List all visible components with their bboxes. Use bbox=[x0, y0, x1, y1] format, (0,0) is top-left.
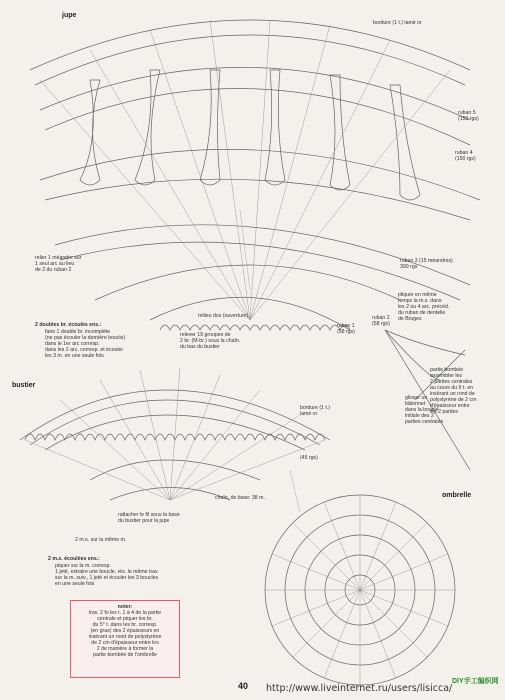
note-body: trav. 2 fo les t. 1 à 4 de la partie centrale et piquer les br. du 5° t. dans les br. corresp. (en gras) des 2 épaisseurs en insérant un rond de polystyrène de 2 cm d'épaisseur entre les 2 de manière à former la partie bombée de l'ombrelle bbox=[88, 610, 162, 658]
umbrella-sketch bbox=[385, 330, 465, 355]
watermark-logo: DIY手工编织网 bbox=[452, 678, 499, 685]
base-chain-label: chaîn. de base: 38 m. bbox=[215, 495, 265, 501]
reattach-label: rattacher le fil sous la base du bustier pour la jupe bbox=[118, 512, 180, 524]
back-middle-label: milieu dos (ouverture) bbox=[198, 313, 249, 319]
skirt-border-arc bbox=[30, 20, 470, 70]
pick-up-groups-label: relever 19 groupes de 2 br. (M-br.) sous la chaîn. du bas du bustier bbox=[180, 332, 241, 350]
umbrella-title: ombrelle bbox=[442, 492, 472, 499]
ribbon2-label: ruban 2 (58 rgs) bbox=[372, 315, 390, 327]
double-treble-desc: faire 1 double br. incomplète (ne pas écouler la dernière boucle) dans le 1er arc corresp. dans les 2 arc. corresp. et écouler les 3 m. en une seule fois bbox=[45, 329, 126, 359]
skirt-title: jupe bbox=[62, 12, 77, 19]
note-title: noter: bbox=[117, 604, 133, 610]
slide-stick-label: glisser un bâtonnet dans la boucle initiale des 2 parties centrales bbox=[405, 395, 444, 425]
source-url[interactable]: http://www.liveinternet.ru/users/lisicca/ bbox=[266, 683, 453, 694]
rows-45-label: (45 rgs) bbox=[300, 455, 318, 461]
single-crochet-title: 2 m.s. écoulées ens.: bbox=[48, 556, 100, 562]
join-meander-label: relier 1 méandre sur 1 seul arc au lieu de 2 du ruban 2 bbox=[35, 255, 82, 273]
single-crochet-desc: piquer sur la m. corresp. 1 jeté, extraire une boucle, rés. le même trav. sur la m. suiv., 1 jeté et écouler les 3 boucles en une seule fois bbox=[55, 563, 159, 587]
skirt-inner-arc bbox=[150, 297, 350, 330]
insert-stitch-label: pliquer en même temps la m.s. dans les 2 ou 4 arc. précéd. du ruban de dentelle de Bruges bbox=[398, 292, 450, 322]
same-stitch-label: 2 m.s. sur la même m. bbox=[75, 537, 127, 543]
note-box bbox=[70, 600, 180, 678]
ribbon1-label: ruban 1 (58 rgs) bbox=[337, 323, 355, 335]
ribbon5-label: ruban 5 (150 rgs) bbox=[458, 110, 479, 122]
bustier-border-label: bordure (1 t.) lamé or bbox=[300, 405, 330, 417]
double-treble-title: 2 doubles br. écoulés ens.: bbox=[35, 322, 102, 328]
page-number: 40 bbox=[238, 681, 249, 691]
ribbon3-label: ruban 3 (15 méandres) 390 rgs bbox=[400, 258, 453, 270]
ribbon4-label: ruban 4 (150 rgs) bbox=[455, 150, 476, 162]
bustier-title: bustier bbox=[12, 382, 36, 389]
skirt-border-label: bordure (1 t.) lamé or bbox=[373, 20, 422, 26]
domed-part-label: partie bombée assembler les 2 parties centrales au cours du 9 t. en insérant un rond de polystyrène de 2 cm d'épaisseur entre les 2 parties bbox=[430, 367, 477, 415]
